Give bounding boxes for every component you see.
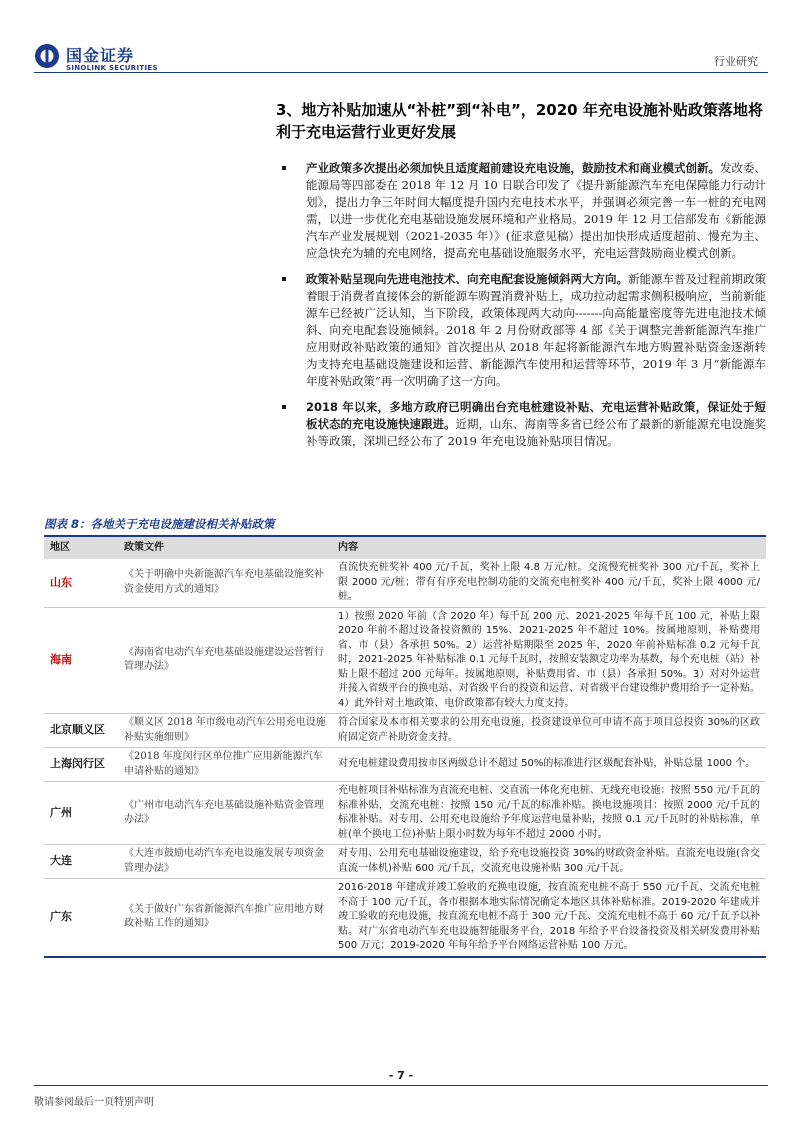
region-cell: 大连: [44, 845, 118, 879]
figure-caption: 图表 8：各地关于充电设施建设相关补贴政策: [44, 516, 766, 537]
report-type-label: 行业研究: [714, 55, 758, 68]
document-cell: 《关于做好广东省新能源汽车推广应用地方财政补贴工作的通知》: [118, 879, 332, 957]
table-row: [44, 748, 766, 782]
bullet-lead: 2018 年以来，多地方政府已明确出台充电桩建设补贴、充电运营补贴政策，保证处于短板状态的充电设施快速跟进。: [306, 400, 766, 431]
document-cell: 《大连市鼓励电动汽车充电设施发展专项资金管理办法》: [118, 845, 332, 879]
table-row: [44, 782, 766, 845]
disclaimer-note: 敬请参阅最后一页特别声明: [34, 1097, 154, 1108]
content-cell: 对专用、公用充电基础设施建设，给予充电设施投资 30%的财政资金补贴。直流充电设施(含交直流一体机)补贴 600 元/千瓦，交流充电设施补贴 300 元/千瓦。: [332, 845, 766, 879]
region-cell: 上海闵行区: [44, 748, 118, 782]
content-cell: 直流快充桩奖补 400 元/千瓦，奖补上限 4.8 万元/桩。交流慢充桩奖补 300 元/千瓦，奖补上限 2000 元/桩；带有有序充电控制功能的交流充电桩奖补 400 元/千瓦，奖补上限 4000 元/桩。: [332, 559, 766, 607]
content-cell: 对充电桩建设费用按市区两级总计不超过 50%的标准进行区级配套补贴，补贴总量 1000 个。: [332, 748, 766, 782]
table-header-row: [44, 537, 766, 559]
table-row: [44, 845, 766, 879]
region-cell: 北京顺义区: [44, 714, 118, 748]
brand-logo: [34, 40, 174, 80]
sinolink-logo-icon: [34, 43, 60, 69]
document-cell: 《关于明确中央新能源汽车充电基础设施奖补资金使用方式的通知》: [118, 559, 332, 607]
page-number: - 7 -: [388, 1069, 414, 1082]
table-row: [44, 607, 766, 714]
content-cell: 2016-2018 年建成并竣工验收的充换电设施，按直流充电桩不高于 550 元/千瓦、交流充电桩不高于 100 元/千瓦，各市根据本地实际情况确定本地区具体补贴标准。2019-2020 年建成并竣工验收的充电设施，按直流充电桩不高于 300 元/千瓦、交流充电桩不高于 60 元/千瓦予以补贴。对广东省电动汽车充电设施智能服务平台，2018 年给予平台设备投资及相关研发费用补贴 500 万元；2019-2020 年每年给予平台网络运营补贴 100 万元。: [332, 879, 766, 957]
content-cell: 符合国家及本市相关要求的公用充电设施，投资建设单位可申请不高于项目总投资 30%的区政府固定资产补助资金支持。: [332, 714, 766, 748]
bullet-list: [282, 160, 766, 459]
bullet-body: 发改委、能源局等四部委在 2018 年 12 月 10 日联合印发了《提升新能源汽车充电保障能力行动计划》，提出力争三年时间大幅度提升国内充电技术水平，并强调必须完善一车一桩的充电网需，以进一步优化充电基础设施发展环境和产业格局。2019 年 12 月工信部发布《新能源汽车产业发展规划（2021-2035 年）》(征求意见稿）提出加快形成适度超前、慢充为主、应急快充为辅的充电网络，提高充电基础设施服务水平，充电运营鼓励商业模式创新。: [306, 161, 766, 260]
document-cell: 《顺义区 2018 年市级电动汽车公用充电设施补贴实施细则》: [118, 714, 332, 748]
region-cell: 广州: [44, 782, 118, 845]
region-cell: 广东: [44, 879, 118, 957]
document-cell: 《海南省电动汽车充电基础设施建设运营暂行管理办法》: [118, 607, 332, 714]
bullet-lead: 政策补贴呈现向先进电池技术、向充电配套设施倾斜两大方向。: [306, 272, 628, 286]
header-divider: [34, 72, 768, 73]
bullet-item: [282, 160, 766, 262]
bullet-lead: 产业政策多次提出必须加快且适度超前建设充电设施，鼓励技术和商业模式创新。: [306, 161, 720, 175]
table-row: [44, 879, 766, 957]
column-header-content: 内容: [332, 537, 766, 559]
document-cell: 《广州市电动汽车充电基础设施补贴资金管理办法》: [118, 782, 332, 845]
bullet-marker-icon: [282, 166, 286, 170]
footer-divider: [34, 1085, 768, 1086]
table-row: [44, 559, 766, 607]
brand-name-cn: 国金证券: [66, 46, 135, 65]
section-title: 3、地方补贴加速从“补桩”到“补电”，2020 年充电设施补贴政策落地将利于充电运营行业更好发展: [276, 101, 763, 141]
column-header-region: 地区: [44, 537, 118, 559]
content-cell: 1）按照 2020 年前（含 2020 年）每千瓦 200 元、2021-2025 年每千瓦 100 元，补贴上限 2020 年前不超过设备投资额的 15%、2021-2025 年不超过 10%。按属地原则，补贴费用省、市（县）各承担 50%。2）运营补贴期限至 2025 年，2020 年前补贴标准 0.2 元每千瓦时，2021-2025 年补贴标准 0.1 元每千瓦时，按照安装额定功率为基数，每个充电桩（站）补贴上限不超过 200 元每年。按属地原则，补贴费用省、市（县）各承担 50%。3）对对外运营并接入省级平台的换电站、对省级平台的投资和运营、对省级平台建设维护费用给予一定补贴。4）此外针对土地政策、电价政策都有较大力度支持。: [332, 607, 766, 714]
bullet-item: [282, 271, 766, 390]
document-cell: 《2018 年度闵行区单位推广应用新能源汽车申请补贴的通知》: [118, 748, 332, 782]
subsidy-policy-table: [44, 537, 766, 958]
bullet-marker-icon: [282, 277, 286, 281]
bullet-item: [282, 399, 766, 450]
bullet-marker-icon: [282, 405, 286, 409]
brand-name-en: SINOLINK SECURITIES: [66, 64, 158, 72]
table-row: [44, 714, 766, 748]
region-cell: 海南: [44, 607, 118, 714]
bullet-body: 新能源车普及过程前期政策着眼于消费者直接体会的新能源车购置消费补贴上，成功拉动起需求侧积极响应，当前新能源车已经被广泛认知，当下阶段，政策体现两大动向-------向高能量密度等先进电池技术倾斜、向充电配套设施倾斜。2018 年 2 月份财政部等 4 部《关于调整完善新能源汽车推广应用财政补贴政策的通知》首次提出从 2018 年起将新能源汽车地方购置补贴资金逐渐转为支持充电基础设施建设和运营、新能源汽车使用和运营等环节，2019 年 3 月“新能源车年度补贴政策”再一次明确了这一方向。: [306, 272, 766, 388]
content-cell: 充电桩项目补贴标准为直流充电桩、交直流一体化充电桩、无线充电设施：按照 550 元/千瓦的标准补贴，交流充电桩：按照 150 元/千瓦的标准补贴。换电设施项目：按照 2000 元/千瓦的标准补贴。对专用、公用充电设施给予年度运营电量补贴，按照 0.1 元/千瓦时的补贴标准，单桩(单个换电工位)补贴上限小时数为每年不超过 2000 小时。: [332, 782, 766, 845]
column-header-document: 政策文件: [118, 537, 332, 559]
region-cell: 山东: [44, 559, 118, 607]
bullet-body: 近期，山东、海南等多省已经公布了最新的新能源充电设施奖补等政策，深圳已经公布了 2019 年充电设施补贴项目情况。: [306, 417, 766, 448]
